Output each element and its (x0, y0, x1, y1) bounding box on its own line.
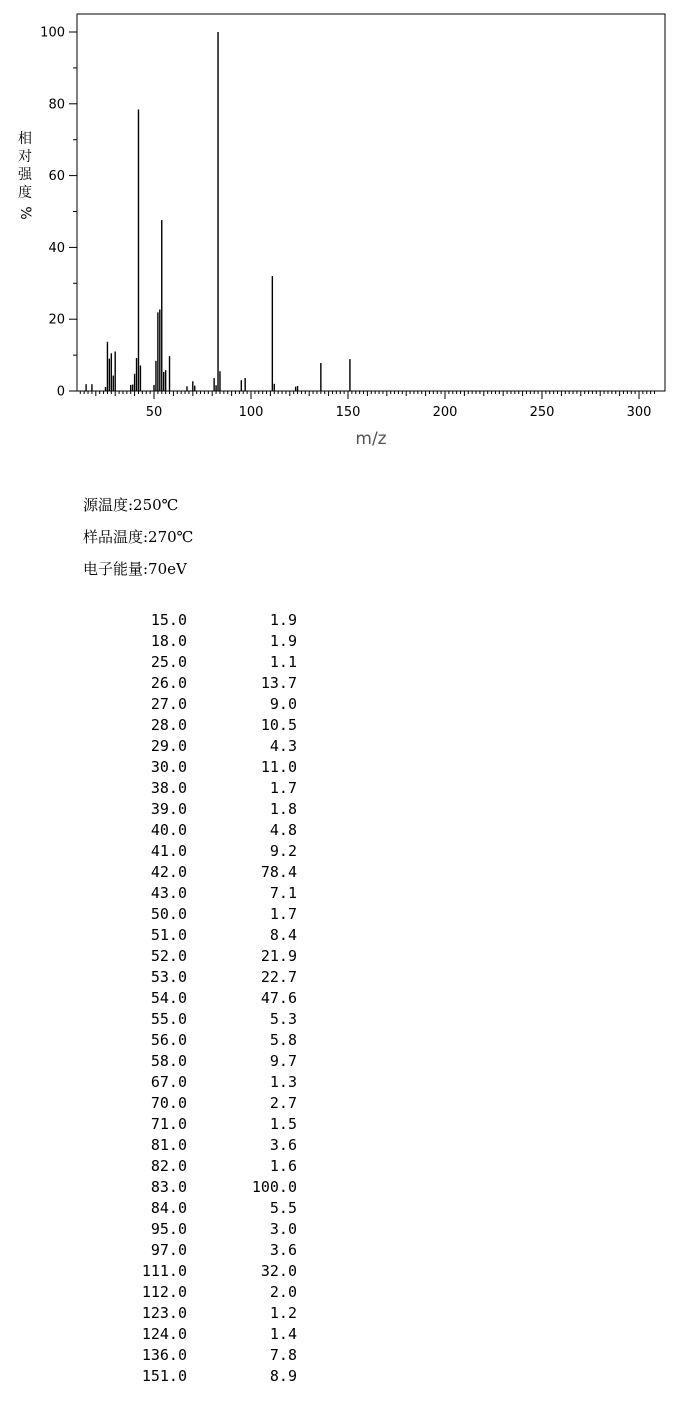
peak-row (100, 1072, 297, 1093)
y-tick-label: 20 (48, 312, 65, 328)
peak-mz: 123.0 (141, 1304, 187, 1322)
y-axis-label-char: 对 (18, 149, 32, 165)
x-tick-label: 100 (238, 405, 264, 420)
peak-intensity: 9.2 (269, 842, 297, 860)
peak-row (100, 841, 297, 862)
peak-intensity: 5.5 (269, 1199, 297, 1217)
peak-row (100, 1240, 297, 1261)
peak-intensity: 2.7 (269, 1094, 297, 1112)
peak-intensity: 78.4 (260, 863, 297, 881)
peak-intensity: 3.6 (269, 1241, 297, 1259)
peak-mz: 124.0 (141, 1325, 187, 1343)
peak-mz: 71.0 (150, 1115, 187, 1133)
peak-intensity: 1.8 (269, 800, 297, 818)
peak-row (100, 1051, 297, 1072)
peak-table (100, 610, 297, 1387)
y-axis-label-char: 相 (18, 131, 32, 147)
peak-intensity: 4.3 (269, 737, 297, 755)
peak-row (100, 1303, 297, 1324)
peak-mz: 55.0 (150, 1010, 187, 1028)
peak-row (100, 757, 297, 778)
peak-intensity: 1.6 (269, 1157, 297, 1175)
peak-mz: 82.0 (150, 1157, 187, 1175)
peak-intensity: 1.7 (269, 905, 297, 923)
x-tick-label: 150 (335, 405, 361, 420)
y-tick-label: 40 (48, 240, 65, 256)
peak-mz: 136.0 (141, 1346, 187, 1364)
peak-mz: 28.0 (150, 716, 187, 734)
peak-row (100, 925, 297, 946)
peak-mz: 41.0 (150, 842, 187, 860)
peak-mz: 67.0 (150, 1073, 187, 1091)
peak-intensity: 9.7 (269, 1052, 297, 1070)
peak-mz: 25.0 (150, 653, 187, 671)
y-tick-label: 80 (48, 97, 65, 113)
minor-x-ticks (80, 391, 654, 396)
peak-mz: 112.0 (141, 1283, 187, 1301)
peak-row (100, 631, 297, 652)
peak-intensity: 9.0 (269, 695, 297, 713)
peak-mz: 97.0 (150, 1241, 187, 1259)
peak-mz: 39.0 (150, 800, 187, 818)
peak-row (100, 1156, 297, 1177)
spectrum-peaks (86, 32, 350, 391)
peak-row (100, 1030, 297, 1051)
y-tick-label: 0 (56, 384, 65, 400)
peak-row (100, 820, 297, 841)
peak-mz: 95.0 (150, 1220, 187, 1238)
peak-row (100, 1219, 297, 1240)
x-tick-label: 300 (626, 405, 652, 420)
peak-row (100, 715, 297, 736)
peak-mz: 111.0 (141, 1262, 187, 1280)
peak-row (100, 736, 297, 757)
peak-mz: 54.0 (150, 989, 187, 1007)
peak-row (100, 1261, 297, 1282)
peak-intensity: 3.6 (269, 1136, 297, 1154)
peak-row (100, 673, 297, 694)
peak-row (100, 610, 297, 631)
y-axis-label (14, 130, 36, 222)
peak-mz: 38.0 (150, 779, 187, 797)
peak-intensity: 3.0 (269, 1220, 297, 1238)
y-axis-label-unit: % (17, 206, 33, 220)
peak-mz: 30.0 (150, 758, 187, 776)
x-tick-label: 50 (145, 405, 163, 420)
peak-row (100, 967, 297, 988)
peak-intensity: 1.2 (269, 1304, 297, 1322)
electron-energy: 电子能量:70eV (83, 560, 187, 578)
peak-mz: 81.0 (150, 1136, 187, 1154)
peak-mz: 29.0 (150, 737, 187, 755)
y-axis-label-char: 度 (18, 185, 32, 201)
x-tick-label: 200 (432, 405, 458, 420)
y-tick-label: 100 (40, 25, 65, 41)
peak-mz: 70.0 (150, 1094, 187, 1112)
peak-mz: 15.0 (150, 611, 187, 629)
y-axis-label-char: 强 (18, 167, 32, 183)
peak-intensity: 10.5 (260, 716, 297, 734)
peak-row (100, 1114, 297, 1135)
peak-mz: 58.0 (150, 1052, 187, 1070)
peak-intensity: 1.5 (269, 1115, 297, 1133)
peak-mz: 40.0 (150, 821, 187, 839)
peak-intensity: 1.9 (269, 632, 297, 650)
peak-mz: 52.0 (150, 947, 187, 965)
peak-mz: 50.0 (150, 905, 187, 923)
peak-intensity: 22.7 (260, 968, 297, 986)
peak-mz: 42.0 (150, 863, 187, 881)
peak-mz: 26.0 (150, 674, 187, 692)
peak-row (100, 652, 297, 673)
major-x-ticks (146, 391, 652, 420)
peak-row (100, 1366, 297, 1387)
peak-row (100, 799, 297, 820)
peak-intensity: 2.0 (269, 1283, 297, 1301)
x-axis-label: m/z (355, 429, 387, 449)
peak-intensity: 13.7 (260, 674, 297, 692)
peak-row (100, 1282, 297, 1303)
peak-intensity: 47.6 (260, 989, 297, 1007)
peak-row (100, 1177, 297, 1198)
peak-intensity: 11.0 (260, 758, 297, 776)
peak-intensity: 7.8 (269, 1346, 297, 1364)
peak-mz: 27.0 (150, 695, 187, 713)
peak-mz: 84.0 (150, 1199, 187, 1217)
measurement-conditions (83, 493, 193, 589)
peak-intensity: 1.7 (269, 779, 297, 797)
peak-row (100, 1198, 297, 1219)
peak-row (100, 1135, 297, 1156)
peak-row (100, 1345, 297, 1366)
peak-intensity: 4.8 (269, 821, 297, 839)
peak-row (100, 988, 297, 1009)
peak-intensity: 5.8 (269, 1031, 297, 1049)
peak-row (100, 883, 297, 904)
peak-intensity: 21.9 (260, 947, 297, 965)
peak-row (100, 946, 297, 967)
peak-mz: 53.0 (150, 968, 187, 986)
x-tick-label: 250 (529, 405, 555, 420)
source-temperature: 源温度:250℃ (83, 496, 179, 514)
sample-temperature: 样品温度:270℃ (83, 528, 194, 546)
peak-intensity: 1.9 (269, 611, 297, 629)
mass-spectrum-chart (0, 0, 687, 460)
peak-intensity: 7.1 (269, 884, 297, 902)
peak-mz: 18.0 (150, 632, 187, 650)
plot-frame (77, 14, 665, 391)
peak-row (100, 1093, 297, 1114)
peak-intensity: 5.3 (269, 1010, 297, 1028)
y-tick-label: 60 (48, 169, 65, 185)
peak-row (100, 862, 297, 883)
y-ticks (40, 26, 77, 400)
peak-mz: 43.0 (150, 884, 187, 902)
peak-intensity: 1.4 (269, 1325, 297, 1343)
peak-intensity: 100.0 (251, 1178, 297, 1196)
peak-row (100, 904, 297, 925)
peak-row (100, 778, 297, 799)
peak-row (100, 694, 297, 715)
peak-intensity: 32.0 (260, 1262, 297, 1280)
peak-row (100, 1009, 297, 1030)
peak-mz: 56.0 (150, 1031, 187, 1049)
peak-mz: 83.0 (150, 1178, 187, 1196)
peak-mz: 51.0 (150, 926, 187, 944)
peak-intensity: 8.9 (269, 1367, 297, 1385)
peak-intensity: 1.3 (269, 1073, 297, 1091)
peak-intensity: 1.1 (269, 653, 297, 671)
peak-mz: 151.0 (141, 1367, 187, 1385)
peak-intensity: 8.4 (269, 926, 297, 944)
peak-row (100, 1324, 297, 1345)
